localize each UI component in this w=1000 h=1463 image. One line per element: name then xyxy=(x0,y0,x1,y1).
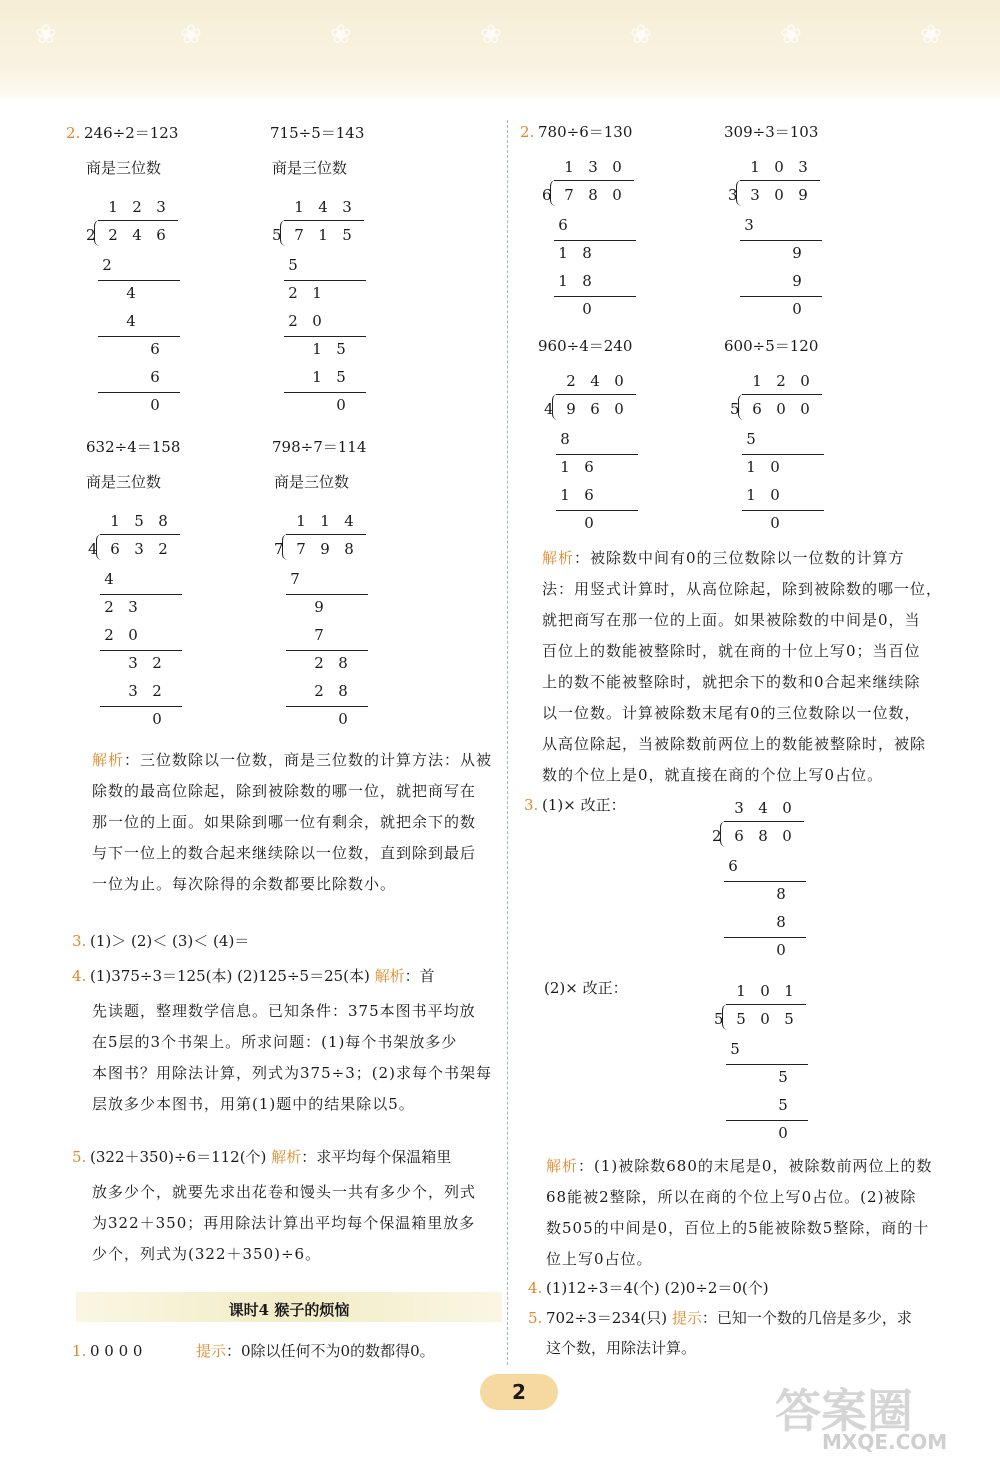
answer: (1)375÷3＝125(本) (2)125÷5＝25(本) 解析：首 xyxy=(90,967,435,985)
answer: (1)＞ (2)＜ (3)＜ (4)＝ xyxy=(90,932,250,950)
quotient-digit: 1 xyxy=(108,198,118,216)
dividend-digit: 9 xyxy=(566,400,576,418)
flower-icon: ❀ xyxy=(920,20,942,50)
step-digit: 0 xyxy=(152,710,162,728)
step-digit: 0 xyxy=(778,1124,788,1142)
quotient-digit: 0 xyxy=(782,799,792,817)
divisor: 6 xyxy=(542,186,552,204)
dividend-digit: 0 xyxy=(614,400,624,418)
equation: 600÷5＝120 xyxy=(724,337,819,355)
step-digit: 3 xyxy=(128,682,138,700)
quotient-digit: 1 xyxy=(296,512,306,530)
dividend-digit: 6 xyxy=(752,400,762,418)
step-digit: 0 xyxy=(336,396,346,414)
subtraction-line xyxy=(742,454,824,455)
subtraction-line xyxy=(554,240,636,241)
quotient-digit: 2 xyxy=(566,372,576,390)
equation: 632÷4＝158 xyxy=(86,438,181,456)
subtraction-line xyxy=(556,510,638,511)
analysis-colon: ： xyxy=(124,751,141,769)
dividend-digit: 5 xyxy=(736,1010,746,1028)
step-digit: 6 xyxy=(584,486,594,504)
flower-icon: ❀ xyxy=(180,20,202,50)
quotient-digit: 4 xyxy=(758,799,768,817)
subtraction-line xyxy=(100,650,182,651)
step-digit: 2 xyxy=(102,256,112,274)
step-digit: 2 xyxy=(152,654,162,672)
question-number: 3. xyxy=(72,932,87,950)
divisor: 7 xyxy=(274,540,284,558)
dividend-digit: 5 xyxy=(342,226,352,244)
step-digit: 2 xyxy=(104,626,114,644)
quotient-digit: 0 xyxy=(612,158,622,176)
step-digit: 6 xyxy=(558,216,568,234)
question-number: 4. xyxy=(528,1279,543,1297)
equation: 798÷7＝114 xyxy=(272,438,367,456)
subtraction-line xyxy=(98,392,180,393)
equation: 246÷2＝123 xyxy=(84,124,179,142)
dividend-digit: 7 xyxy=(296,540,306,558)
subtraction-line xyxy=(740,296,822,297)
dividend-digit: 0 xyxy=(782,827,792,845)
quotient-digit: 1 xyxy=(752,372,762,390)
subtraction-line xyxy=(100,594,182,595)
step-digit: 0 xyxy=(770,458,780,476)
step-digit: 2 xyxy=(314,654,324,672)
flower-icon: ❀ xyxy=(35,20,57,50)
analysis-paragraph: 解析：三位数除以一位数，商是三位数的计算方法：从被 除数的最高位除起，除到被除数的哪一位，就把商写在 那一位的上面。如果除到哪一位有剩余，就把余下的数 与下一位上的数合起来继续除以一位数，直到除到最后 一位为止。每次除得的余数都要比除数小。 xyxy=(92,751,493,893)
quotient-digit: 1 xyxy=(736,982,746,1000)
note: 商是三位数 xyxy=(86,159,162,177)
step-digit: 4 xyxy=(126,284,136,302)
watermark: 答案圈 xyxy=(775,1384,913,1438)
dividend-digit: 2 xyxy=(108,226,118,244)
step-digit: 2 xyxy=(288,312,298,330)
step-digit: 5 xyxy=(336,340,346,358)
equation: 309÷3＝103 xyxy=(724,123,819,141)
question-number: 5. xyxy=(72,1148,87,1166)
dividend-digit: 0 xyxy=(760,1010,770,1028)
subtraction-line xyxy=(742,510,824,511)
division-bar xyxy=(554,180,634,181)
step-digit: 4 xyxy=(104,570,114,588)
subtraction-line xyxy=(284,336,366,337)
step-digit: 6 xyxy=(728,857,738,875)
step-digit: 9 xyxy=(792,244,802,262)
step-digit: 0 xyxy=(128,626,138,644)
dividend-digit: 8 xyxy=(344,540,354,558)
step-digit: 1 xyxy=(560,458,570,476)
answer: (1)× 改正： xyxy=(542,796,626,814)
subtraction-line xyxy=(98,336,180,337)
equation: 960÷4＝240 xyxy=(538,337,633,355)
dividend-digit: 0 xyxy=(774,186,784,204)
hint: 提示：0除以任何不为0的数都得0。 xyxy=(196,1342,435,1360)
step-digit: 5 xyxy=(288,256,298,274)
step-digit: 8 xyxy=(776,885,786,903)
step-digit: 0 xyxy=(582,300,592,318)
division-bar xyxy=(286,534,366,535)
step-digit: 0 xyxy=(312,312,322,330)
answer: 0 0 0 0 xyxy=(90,1342,143,1360)
dividend-digit: 3 xyxy=(750,186,760,204)
analysis-paragraph: 解析：被除数中间有0的三位数除以一位数的计算方 法：用竖式计算时，从高位除起，除到被除数的哪一位， 就把商写在那一位的上面。如果被除数的中间是0，当 百位上的数能被整除时，就在商的十位上写0；当百位 上的数不能被整除时，就把余下的数和0合起来继续除 以一位数。计算被除数末尾有0的三位数除以一位数， 从高位除起，当被除数前两位上的数能被整除时，被除 数的个位上是0，就直接在商的个位上写0占位。 xyxy=(542,549,943,784)
dividend-digit: 8 xyxy=(588,186,598,204)
dividend-digit: 4 xyxy=(132,226,142,244)
quotient-digit: 1 xyxy=(564,158,574,176)
step-digit: 1 xyxy=(558,272,568,290)
division-bar xyxy=(98,220,178,221)
dividend-digit: 6 xyxy=(156,226,166,244)
quotient-digit: 1 xyxy=(784,982,794,1000)
quotient-digit: 4 xyxy=(318,198,328,216)
step-digit: 0 xyxy=(770,514,780,532)
question-number: 4. xyxy=(72,967,87,985)
division-bar xyxy=(740,180,820,181)
step-digit: 2 xyxy=(314,682,324,700)
dividend-digit: 6 xyxy=(734,827,744,845)
quotient-digit: 0 xyxy=(614,372,624,390)
question-number: 5. xyxy=(528,1309,543,1327)
dividend-digit: 0 xyxy=(800,400,810,418)
subtraction-line xyxy=(284,392,366,393)
analysis-paragraph: 先读题，整理数学信息。已知条件：375本图书平均放 在5层的3个书架上。所求问题：(1)每个书架放多少 本图书？用除法计算，列式为375÷3；(2)求每个书架每 层放多少本图书，用第(1)题中的结果除以5。 xyxy=(92,1002,492,1113)
page-number: 2 xyxy=(512,1380,526,1404)
step-digit: 5 xyxy=(778,1068,788,1086)
dividend-digit: 5 xyxy=(784,1010,794,1028)
dividend-digit: 1 xyxy=(318,226,328,244)
subtraction-line xyxy=(284,280,366,281)
quotient-digit: 3 xyxy=(156,198,166,216)
page-number-badge xyxy=(480,1374,558,1410)
step-digit: 0 xyxy=(770,486,780,504)
flower-icon: ❀ xyxy=(330,20,352,50)
analysis-label: 解析 xyxy=(92,751,125,769)
quotient-digit: 4 xyxy=(590,372,600,390)
step-digit: 5 xyxy=(746,430,756,448)
divisor: 4 xyxy=(88,540,98,558)
step-digit: 1 xyxy=(312,340,322,358)
subtraction-line xyxy=(724,881,806,882)
step-digit: 2 xyxy=(152,682,162,700)
dividend-digit: 7 xyxy=(294,226,304,244)
division-bar xyxy=(726,1004,806,1005)
column-divider xyxy=(507,120,508,1365)
step-digit: 7 xyxy=(314,626,324,644)
step-digit: 5 xyxy=(730,1040,740,1058)
equation: 715÷5＝143 xyxy=(270,124,365,142)
answer: 702÷3＝234(只) 提示：已知一个数的几倍是多少，求 xyxy=(546,1309,912,1327)
quotient-digit: 0 xyxy=(800,372,810,390)
equation: 780÷6＝130 xyxy=(538,123,633,141)
step-digit: 3 xyxy=(744,216,754,234)
division-bar xyxy=(742,394,822,395)
step-digit: 8 xyxy=(582,272,592,290)
analysis-label: 解析 xyxy=(542,549,575,567)
dividend-digit: 6 xyxy=(110,540,120,558)
dividend-digit: 8 xyxy=(758,827,768,845)
step-digit: 3 xyxy=(128,654,138,672)
quotient-digit: 1 xyxy=(750,158,760,176)
division-bar xyxy=(284,220,364,221)
quotient-digit: 3 xyxy=(588,158,598,176)
quotient-digit: 1 xyxy=(320,512,330,530)
question-number: 1. xyxy=(72,1342,87,1360)
quotient-digit: 0 xyxy=(774,158,784,176)
subtraction-line xyxy=(100,706,182,707)
step-digit: 7 xyxy=(290,570,300,588)
step-digit: 4 xyxy=(126,312,136,330)
flower-icon: ❀ xyxy=(780,20,802,50)
watermark-url: MXQE.COM xyxy=(822,1430,948,1454)
step-digit: 1 xyxy=(746,486,756,504)
answer: (2)× 改正： xyxy=(544,979,628,997)
step-digit: 0 xyxy=(776,941,786,959)
quotient-digit: 3 xyxy=(342,198,352,216)
subtraction-line xyxy=(556,454,638,455)
step-digit: 8 xyxy=(338,654,348,672)
subtraction-line xyxy=(286,706,368,707)
step-digit: 8 xyxy=(582,244,592,262)
subtraction-line xyxy=(740,240,822,241)
step-digit: 0 xyxy=(338,710,348,728)
quotient-digit: 2 xyxy=(132,198,142,216)
answer: (1)12÷3＝4(个) (2)0÷2＝0(个) xyxy=(546,1279,769,1297)
divisor: 5 xyxy=(272,226,282,244)
step-digit: 5 xyxy=(778,1096,788,1114)
analysis-paragraph: 放多少个，就要先求出花卷和馒头一共有多少个，列式 为322＋350；再用除法计算出平均每个保温箱里放多 少个，列式为(322＋350)÷6。 xyxy=(92,1183,477,1263)
step-digit: 8 xyxy=(560,430,570,448)
divisor: 3 xyxy=(728,186,738,204)
subtraction-line xyxy=(98,280,180,281)
step-digit: 1 xyxy=(312,284,322,302)
analysis-paragraph: 解析：(1)被除数680的末尾是0，被除数前两位上的数 68能被2整除，所以在商的个位上写0占位。(2)被除 数505的中间是0，百位上的5能被除数5整除，商的十 位上写0占位。 xyxy=(546,1157,933,1268)
lesson-title: 课时4 猴子的烦恼 xyxy=(228,1301,350,1319)
quotient-digit: 3 xyxy=(798,158,808,176)
step-digit: 1 xyxy=(312,368,322,386)
page-header-banner xyxy=(0,0,1000,98)
quotient-digit: 2 xyxy=(776,372,786,390)
dividend-digit: 3 xyxy=(134,540,144,558)
subtraction-line xyxy=(286,650,368,651)
step-digit: 2 xyxy=(288,284,298,302)
quotient-digit: 1 xyxy=(294,198,304,216)
quotient-digit: 0 xyxy=(760,982,770,1000)
dividend-digit: 9 xyxy=(798,186,808,204)
quotient-digit: 4 xyxy=(344,512,354,530)
step-digit: 0 xyxy=(150,396,160,414)
dividend-digit: 7 xyxy=(564,186,574,204)
quotient-digit: 5 xyxy=(134,512,144,530)
answer: (322＋350)÷6＝112(个) 解析：求平均每个保温箱里 xyxy=(90,1148,452,1166)
divisor: 2 xyxy=(86,226,96,244)
question-number: 2. xyxy=(520,123,535,141)
subtraction-line xyxy=(554,296,636,297)
divisor: 5 xyxy=(714,1010,724,1028)
question-number: 2. xyxy=(66,124,81,142)
question-number: 3. xyxy=(524,796,539,814)
step-digit: 9 xyxy=(314,598,324,616)
step-digit: 6 xyxy=(584,458,594,476)
flower-icon: ❀ xyxy=(480,20,502,50)
step-digit: 6 xyxy=(150,368,160,386)
step-digit: 3 xyxy=(128,598,138,616)
quotient-digit: 3 xyxy=(734,799,744,817)
dividend-digit: 9 xyxy=(320,540,330,558)
quotient-digit: 8 xyxy=(158,512,168,530)
subtraction-line xyxy=(286,594,368,595)
answer-continued: 这个数，用除法计算。 xyxy=(546,1339,697,1357)
flower-icon: ❀ xyxy=(630,20,652,50)
divisor: 2 xyxy=(712,827,722,845)
step-digit: 8 xyxy=(776,913,786,931)
lesson-title-banner xyxy=(76,1292,502,1322)
note: 商是三位数 xyxy=(86,473,162,491)
quotient-digit: 1 xyxy=(110,512,120,530)
dividend-digit: 0 xyxy=(612,186,622,204)
step-digit: 9 xyxy=(792,272,802,290)
division-bar xyxy=(724,821,804,822)
step-digit: 8 xyxy=(338,682,348,700)
divisor: 4 xyxy=(544,400,554,418)
division-bar xyxy=(100,534,180,535)
step-digit: 6 xyxy=(150,340,160,358)
step-digit: 0 xyxy=(584,514,594,532)
step-digit: 1 xyxy=(746,458,756,476)
step-digit: 0 xyxy=(792,300,802,318)
note: 商是三位数 xyxy=(274,473,350,491)
step-digit: 1 xyxy=(560,486,570,504)
division-bar xyxy=(556,394,636,395)
note: 商是三位数 xyxy=(272,159,348,177)
step-digit: 2 xyxy=(104,598,114,616)
divisor: 5 xyxy=(730,400,740,418)
dividend-digit: 0 xyxy=(776,400,786,418)
subtraction-line xyxy=(726,1120,808,1121)
subtraction-line xyxy=(726,1064,808,1065)
step-digit: 1 xyxy=(558,244,568,262)
subtraction-line xyxy=(724,937,806,938)
dividend-digit: 2 xyxy=(158,540,168,558)
dividend-digit: 6 xyxy=(590,400,600,418)
step-digit: 5 xyxy=(336,368,346,386)
